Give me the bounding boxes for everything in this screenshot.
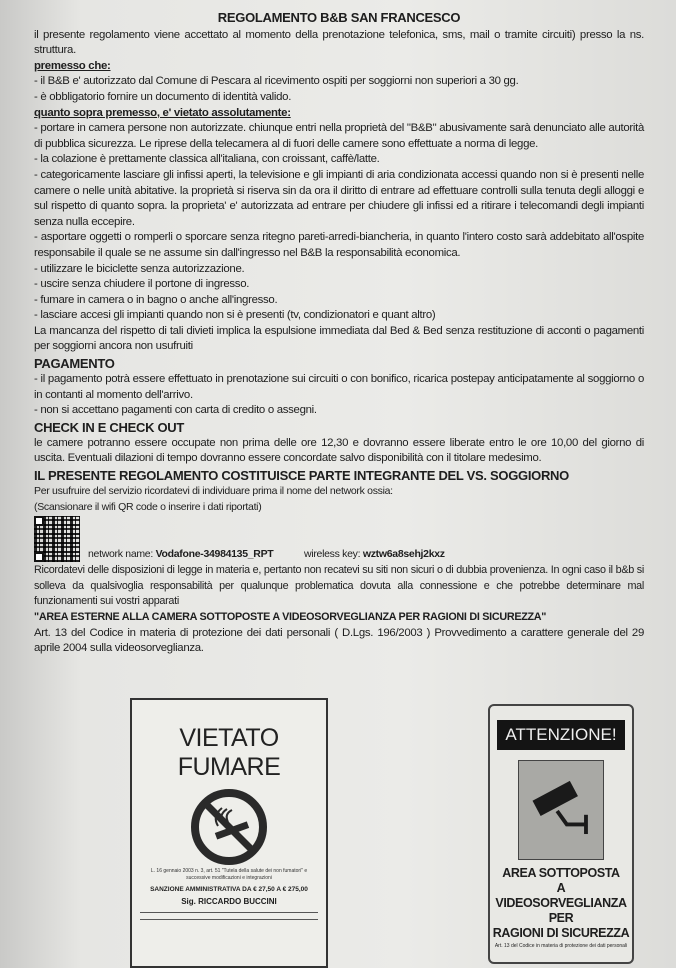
checkin-heading: CHECK IN E CHECK OUT (34, 419, 185, 435)
list-item: - il B&B e' autorizzato dal Comune di Pescara al ricevimento ospiti per soggiorni non superiori a 30 gg. (34, 75, 519, 88)
video-surveillance-sign (488, 704, 634, 964)
supervisor-name: Sig. RICCARDO BUCCINI (181, 897, 277, 906)
list-item: - è obbligatorio fornire un documento di identità valido. (34, 90, 292, 103)
law-text: L. 16 gennaio 2003 n. 3, art. 51 "Tutela della salute dei non fumatori" e successive modificazioni e integrazioni (150, 868, 308, 881)
intro-text: il presente regolamento viene accettato al momento della prenotazione telefonica, sms, mail o tramite circuiti) presso la ns. struttura. (34, 28, 644, 57)
key-label: wireless key: (304, 547, 363, 560)
wifi-line1: Per usufruire del servizio ricordatevi di individuare prima il nome del network ossia: (34, 485, 393, 498)
network-info (88, 547, 473, 563)
surveillance-line: AREA SOTTOPOSTA (502, 866, 620, 880)
list-item: - fumare in camera o in bagno o anche all'ingresso. (34, 293, 278, 306)
checkin-text: le camere potranno essere occupate non prima delle ore 12,30 e dovranno essere liberate entro le ore 10,00 del giorno di uscita. Eventuali dilazioni di tempo dovranno essere concordate salvo disponibilità con il titolare medesimo. (34, 436, 644, 465)
pagamento-heading: PAGAMENTO (34, 356, 115, 372)
network-label: network name: (88, 547, 156, 560)
no-smoking-icon (190, 788, 268, 866)
no-smoking-sign (130, 698, 328, 968)
premesso-heading: premesso che: (34, 59, 111, 72)
divider (140, 912, 318, 913)
network-name: Vodafone-34984135_RPT (155, 547, 274, 560)
list-item: - la colazione è prettamente classica all'italiana, con croissant, caffè/latte. (34, 153, 380, 166)
surveillance-text (490, 866, 632, 941)
list-item: - portare in camera persone non autorizzate. chiunque entri nella proprietà del "B&B" abusivamente sarà denunciato alle autorità di pubblica sicurezza. Le riprese della telecamera al di fuori delle camere sono effettuate a norma di legge. (34, 122, 644, 150)
mancanza-text: La mancanza del rispetto di tali divieti implica la espulsione immediata dal Bed & Bed senza restituzione di acconti o pagamenti per soggiorni ancora non usufruiti (34, 324, 644, 353)
attention-header: ATTENZIONE! (497, 720, 625, 750)
list-item: - uscire senza chiudere il portone di ingresso. (34, 278, 250, 291)
wifi-qr-code (34, 516, 80, 562)
ricordatevi-text: Ricordatevi delle disposizioni di legge in materia e, pertanto non recatevi su siti non sicuri o di dubbia provenienza. In ogni caso il b&b si solleva da qualsivoglia responsabilità per qualunque problematica dovuta alla connessione e che potrebbe determinare mal funzionamenti sui vostri apparati (34, 564, 644, 608)
list-item: - categoricamente lasciare gli infissi aperti, la televisione e gli impianti di aria condizionata accessi quando non si è presenti nelle camere o nelle unità abitative. la proprietà si riserva sin da ora il diritto di entrare ad effettuare controlli sulla tenuta degli alloggi e sul rispetto di quanto sopra. la proprieta' e' autorizzata ad entrare per chiudere gli infissi ed a ritirare i telecomandi degli impianti senza nulla eccepire. (34, 168, 644, 228)
divider (140, 919, 318, 920)
surveillance-line: PER (548, 911, 574, 925)
no-smoking-title: VIETATO FUMARE (177, 724, 281, 781)
wireless-key: wztw6a8sehj2kxz (362, 547, 445, 560)
list-item: - lasciare accesi gli impianti quando non si è presenti (tv, condizionatori e quant altro) (34, 309, 436, 322)
wifi-line2: (Scansionare il wifi QR code o inserire i dati riportati) (34, 500, 262, 513)
wifi-info (34, 516, 644, 562)
area-heading: "AREA ESTERNE ALLA CAMERA SOTTOPOSTE A VIDEOSORVEGLIANZA PER RAGIONI DI SICUREZZA" (34, 611, 547, 623)
vietato-heading: quanto sopra premesso, e' vietato assolutamente: (34, 106, 291, 119)
sign-footer: Art. 13 del Codice in materia di protezione dei dati personali (494, 943, 628, 949)
list-item: - utilizzare le biciclette senza autorizzazione. (34, 262, 245, 275)
list-item: - il pagamento potrà essere effettuato in prenotazione sui circuiti o con bonifico, ricarica postepay anticipatamente al soggiorno o in contanti al momento dell'arrivo. (34, 373, 644, 401)
art13-text: Art. 13 del Codice in materia di protezione dei dati personali ( D.Lgs. 196/2003 ) Provvedimento a carattere generale del 29 aprile 2004 sulla videosorveglianza. (34, 626, 644, 655)
camera-icon (518, 760, 604, 860)
document-title: REGOLAMENTO B&B SAN FRANCESCO (217, 10, 461, 25)
surveillance-line: RAGIONI DI SICUREZZA (492, 926, 630, 940)
regulation-document (34, 10, 644, 657)
list-item: - asportare oggetti o romperli o sporcare senza ritegno pareti-arredi-biancheria, in quanto l'intero costo sarà addebitato all'ospite responsabile il quale se ne assume sin dall'ingresso nel B&B la responsabilità economica. (34, 231, 644, 259)
sanction-text: SANZIONE AMMINISTRATIVA DA € 27,50 A € 275,00 (150, 886, 308, 893)
list-item: - non si accettano pagamenti con carta di credito o assegni. (34, 404, 317, 417)
integrante-heading: IL PRESENTE REGOLAMENTO COSTITUISCE PARTE INTEGRANTE DEL VS. SOGGIORNO (34, 468, 569, 484)
surveillance-line: A VIDEOSORVEGLIANZA (495, 881, 627, 910)
